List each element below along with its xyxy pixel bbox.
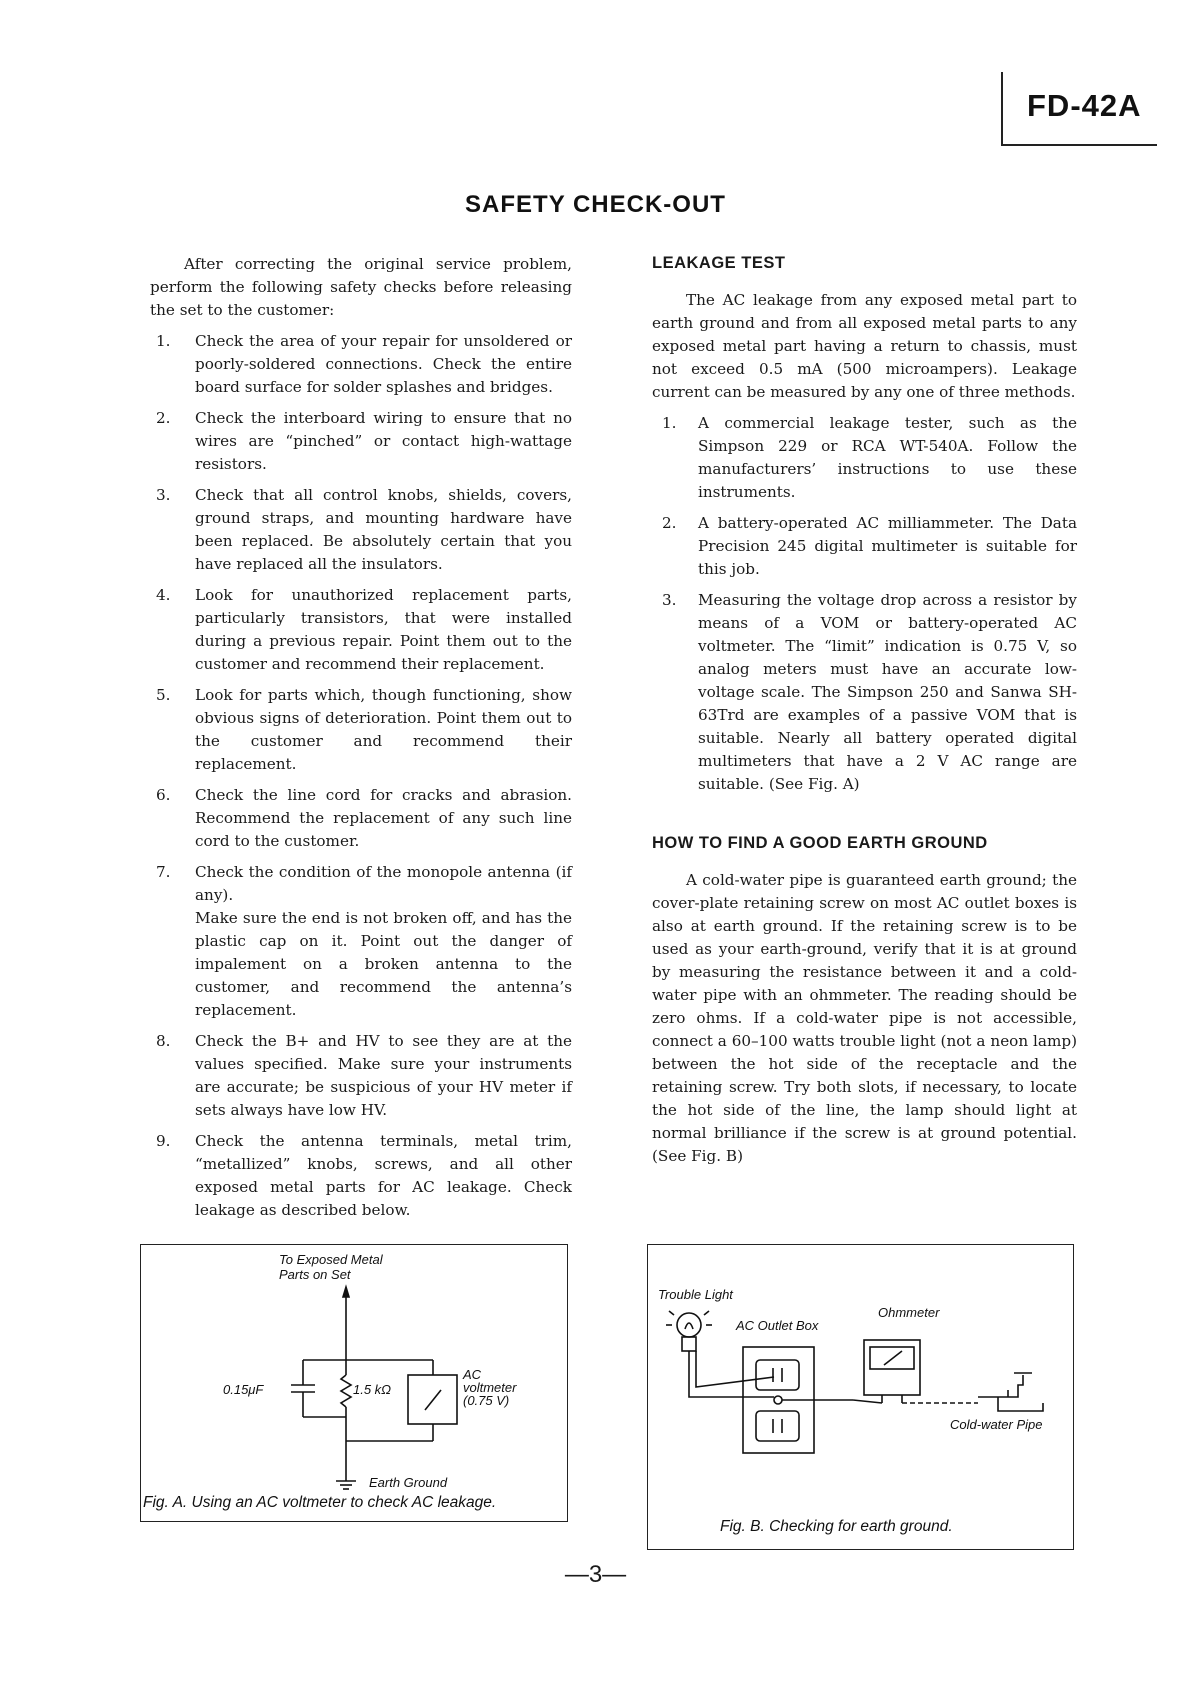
voltmeter-label: AC voltmeter (0.75 V) [463,1367,517,1408]
list-item [150,861,572,1022]
resistor-label: 1.5 kΩ [353,1382,392,1397]
outlet-upper-receptacle [756,1360,799,1390]
trouble-light-label: Trouble Light [658,1287,733,1302]
ohmmeter-label: Ohmmeter [878,1305,940,1320]
leakage-methods-list [652,412,1077,796]
figure-b [647,1244,1074,1550]
list-item [150,1130,572,1222]
retaining-screw [774,1396,782,1404]
list-item [150,407,572,476]
item-text: Check the line cord for cracks and abrasion. Recommend the replacement of any such line cord to the customer. [195,786,572,850]
item-text: Measuring the voltage drop across a resistor by means of a VOM or battery-operated AC voltmeter. The “limit” indication is 0.75 V, so analog meters must have an accurate low-voltage scale. The Simpson 250 and Sanwa SH-63Trd are examples of a passive VOM that is suitable. Nearly all battery operated digital multimeters that have a 2 V AC range are suitable. (See Fig. A) [698,591,1077,793]
item-number: 1. [156,332,171,350]
item-number: 9. [156,1132,171,1150]
bulb-socket [682,1337,696,1351]
list-item [652,589,1077,796]
item-number: 7. [156,863,171,881]
leakage-test-heading: LEAKAGE TEST [652,254,786,272]
list-item [150,784,572,853]
probe-label: To Exposed Metal Parts on Set [279,1252,383,1282]
resistor-zigzag [341,1375,351,1407]
cold-water-pipe-label: Cold-water Pipe [950,1417,1043,1432]
item-number: 3. [662,591,677,609]
water-pipe-icon [978,1375,1023,1397]
safety-check-list [150,330,572,1222]
earth-ground-label: Earth Ground [369,1475,448,1490]
item-number: 5. [156,686,171,704]
item-text: Look for unauthorized replacement parts, particularly transistors, that were installed during a previous repair. Point them out to the customer and recommend their replacement. [195,586,572,673]
voltmeter-needle [425,1390,441,1410]
ohmmeter-needle [884,1351,902,1365]
list-item [652,412,1077,504]
item-text: Check the B+ and HV to see they are at the values specified. Make sure your instruments are accurate; be suspicious of your HV meter if sets always have low HV. [195,1032,572,1119]
right-column [652,252,1077,1176]
item-number: 8. [156,1032,171,1050]
figure-a [140,1244,568,1522]
outlet-lower-receptacle [756,1411,799,1441]
item-number: 2. [662,514,677,532]
model-number: FD-42A [1027,88,1142,123]
item-text: A commercial leakage tester, such as the Simpson 229 or RCA WT-540A. Follow the manufacturers’ instructions to use these instruments. [698,414,1077,501]
item-text: Look for parts which, though functioning, show obvious signs of deterioration. Point them out to the customer and recommend their replacement. [195,686,572,773]
list-item [150,684,572,776]
page-title: SAFETY CHECK-OUT [465,191,726,218]
lightbulb-icon [677,1313,701,1337]
item-number: 2. [156,409,171,427]
list-item [150,484,572,576]
list-item [150,584,572,676]
intro-paragraph: After correcting the original service problem, perform the following safety checks before releasing the set to the customer: [150,255,572,319]
item-number: 6. [156,786,171,804]
earth-ground-paragraph: A cold-water pipe is guaranteed earth ground; the cover-plate retaining screw on most AC outlet boxes is also at earth ground. If the retaining screw is to be used as your earth-ground, verify that it is at ground by measuring the resistance between it and a cold-water pipe with an ohmmeter. The reading should be zero ohms. If a cold-water pipe is not accessible, connect a 60–100 watts trouble light (not a neon lamp) between the hot side of the receptacle and the retaining screw. Try both slots, if necessary, to locate the hot side of the line, the lamp should light at normal brilliance if the screw is at ground potential. (See Fig. B) [652,871,1077,1165]
item-text: Check the condition of the monopole antenna (if any). [195,863,572,904]
left-column [150,253,572,1230]
item-text: Check the area of your repair for unsoldered or poorly-soldered connections. Check the entire board surface for solder splashes and bridges. [195,332,572,396]
list-item [652,512,1077,581]
arrow-up-icon [343,1287,349,1297]
item-text: Check that all control knobs, shields, covers, ground straps, and mounting hardware have been replaced. Be absolutely certain that you have replaced all the insulators. [195,486,572,573]
list-item [150,1030,572,1122]
item-text: A battery-operated AC milliammeter. The Data Precision 245 digital multimeter is suitable for this job. [698,514,1077,578]
outlet-box-label: AC Outlet Box [736,1318,819,1333]
page-number: —3— [564,1561,627,1588]
figure-a-caption: Fig. A. Using an AC voltmeter to check AC leakage. [143,1494,497,1511]
capacitor-label: 0.15μF [223,1382,264,1397]
figure-b-caption: Fig. B. Checking for earth ground. [720,1518,953,1535]
item-number: 4. [156,586,171,604]
leakage-intro-paragraph: The AC leakage from any exposed metal part to earth ground and from all exposed metal parts to any exposed metal part having a return to chassis, must not exceed 0.5 mA (500 microampers). Leakage current can be measured by any one of three methods. [652,291,1077,401]
list-item [150,330,572,399]
item-text: Check the antenna terminals, metal trim, “metallized” knobs, screws, and all other exposed metal parts for AC leakage. Check leakage as described below. [195,1132,572,1219]
item-number: 1. [662,414,677,432]
ohmmeter-box [864,1340,920,1395]
trouble-light-lead-2 [696,1351,774,1387]
earth-ground-heading: HOW TO FIND A GOOD EARTH GROUND [652,834,988,852]
item-number: 3. [156,486,171,504]
item-text-continued: Make sure the end is not broken off, and has the plastic cap on it. Point out the danger of impalement on a broken antenna to the customer, and recommend the antenna’s replacement. [195,909,572,1019]
item-text: Check the interboard wiring to ensure that no wires are “pinched” or contact high-wattage resistors. [195,409,572,473]
